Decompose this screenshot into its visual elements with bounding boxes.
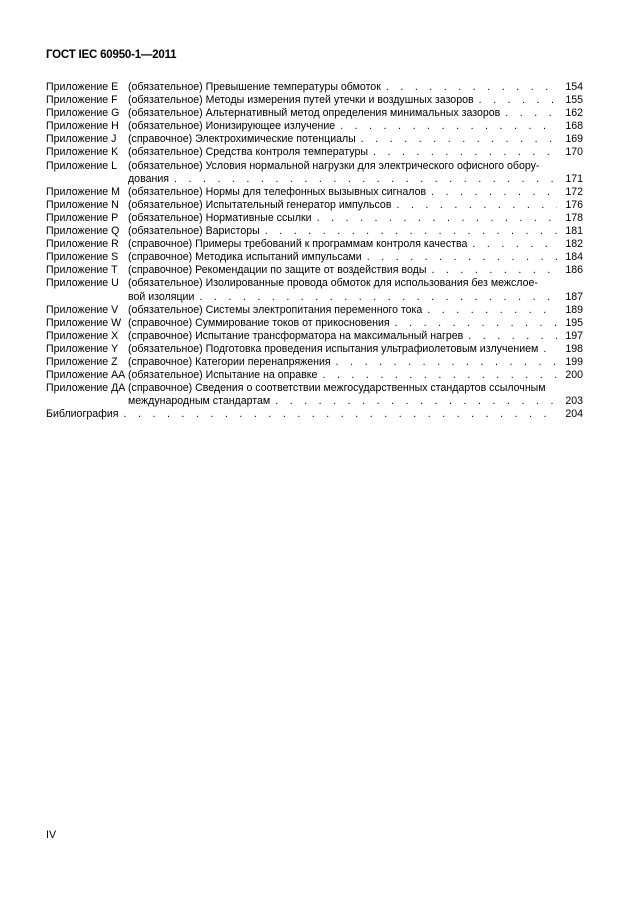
toc-entry-title: (обязательное) Условия нормальной нагрузки для электрического офисного обору- xyxy=(128,159,540,172)
toc-entry-title: вой изоляции xyxy=(128,290,195,303)
toc-entry-label: Приложение Q xyxy=(46,225,120,238)
toc-entry-line xyxy=(128,317,583,330)
page-number: IV xyxy=(46,829,57,841)
toc-entry-label: Приложение L xyxy=(46,159,117,172)
dot-leader xyxy=(479,94,557,107)
toc-entry-line xyxy=(128,212,583,225)
toc-page-number: 178 xyxy=(565,211,583,224)
toc-entry[interactable] xyxy=(46,264,583,277)
dot-leader xyxy=(431,186,557,199)
dot-leader xyxy=(395,317,557,330)
toc-entry-line xyxy=(128,238,583,251)
toc-entry-label: Приложение E xyxy=(46,81,119,93)
toc-entry-line xyxy=(128,356,583,369)
toc-entry-line xyxy=(128,186,583,199)
dot-leader xyxy=(322,369,557,382)
toc-entry-label: Приложение ДА xyxy=(46,382,126,395)
toc-page-number: 184 xyxy=(565,251,583,264)
toc-entry-body xyxy=(128,304,583,317)
toc-entry-title: (справочное) Сведения о соответствии межгосударственных стандартов ссылочным xyxy=(128,382,546,395)
toc-entry-line xyxy=(128,199,583,212)
toc-page-number: 181 xyxy=(565,225,583,238)
toc-entry-title: (обязательное) Подготовка проведения испытания ультрафиолетовым излучением xyxy=(128,342,539,355)
toc-entry[interactable] xyxy=(46,212,583,225)
dot-leader xyxy=(468,330,557,343)
toc-entry-line xyxy=(128,251,583,264)
toc-page-number: 198 xyxy=(565,342,583,355)
toc-entry-body xyxy=(128,317,583,330)
toc-entry-title: (справочное) Категории перенапряжения xyxy=(128,355,331,368)
toc-entry[interactable] xyxy=(46,225,583,238)
toc-page-number: 171 xyxy=(565,172,583,185)
toc-page-number: 155 xyxy=(565,94,583,107)
toc-entry-line xyxy=(128,369,583,382)
toc-entry-label: Приложение W xyxy=(46,316,122,329)
toc-entry-line xyxy=(128,160,583,173)
toc-entry-body xyxy=(128,133,583,146)
toc-page-number: 170 xyxy=(565,146,583,159)
toc-entry-body xyxy=(128,356,583,369)
toc-entry-body xyxy=(128,225,583,238)
toc-entry-title: (обязательное) Альтернативный метод определения минимальных зазоров xyxy=(128,107,501,120)
toc-entry[interactable] xyxy=(46,238,583,251)
toc-entry-title: (обязательное) Методы измерения путей утечки и воздушных зазоров xyxy=(128,94,474,107)
toc-entry-label: Приложение G xyxy=(46,107,120,120)
toc-entry-body xyxy=(128,330,583,343)
dot-leader xyxy=(340,120,557,133)
toc-entry[interactable] xyxy=(46,369,583,382)
toc-entry-label: Приложение S xyxy=(46,251,119,264)
toc-entry-body xyxy=(128,94,583,107)
toc-entry-line xyxy=(128,395,583,408)
toc-entry-title: (обязательное) Испытание на оправке xyxy=(128,369,318,382)
toc-page-number: 176 xyxy=(565,198,583,211)
toc-entry[interactable] xyxy=(46,356,583,369)
toc-entry-body xyxy=(128,107,583,120)
dot-leader xyxy=(336,356,557,369)
toc-page-number: 203 xyxy=(565,395,583,408)
dot-leader xyxy=(386,81,557,94)
toc-entry-body xyxy=(128,238,583,251)
toc-entry[interactable] xyxy=(46,304,583,317)
toc-entry-line xyxy=(128,291,583,304)
toc-entry-label: Приложение Z xyxy=(46,355,118,368)
toc-entry-line xyxy=(46,408,583,421)
toc-entry-line xyxy=(128,277,583,290)
toc-entry-line xyxy=(128,304,583,317)
dot-leader xyxy=(275,395,557,408)
toc-page-number: 204 xyxy=(565,408,583,421)
toc-page-number: 189 xyxy=(565,303,583,316)
toc-entry-label: Приложение R xyxy=(46,238,119,251)
toc-page-number: 199 xyxy=(565,355,583,368)
toc-entry[interactable] xyxy=(46,160,583,186)
dot-leader xyxy=(123,408,557,421)
dot-leader xyxy=(427,304,557,317)
toc-entry[interactable] xyxy=(46,94,583,107)
toc-entry[interactable] xyxy=(46,343,583,356)
toc-entry-title: (справочное) Рекомендации по защите от воздействия воды xyxy=(128,264,427,277)
toc-entry-title: (обязательное) Ионизирующее излучение xyxy=(128,120,336,133)
toc-entry-label: Приложение АА xyxy=(46,369,126,382)
toc-entry-label: Приложение V xyxy=(46,303,119,316)
toc-entry[interactable] xyxy=(46,277,583,303)
toc-entry-label: Приложение J xyxy=(46,133,117,146)
toc-entry-title: (справочное) Испытание трансформатора на максимальный нагрев xyxy=(128,329,464,342)
toc-entry-body xyxy=(128,199,583,212)
toc-entry-label: Приложение K xyxy=(46,146,119,159)
toc-entry[interactable] xyxy=(46,146,583,159)
toc-entry-label: Приложение H xyxy=(46,120,119,133)
dot-leader xyxy=(174,173,557,186)
toc-entry-line xyxy=(128,173,583,186)
dot-leader xyxy=(373,146,557,159)
toc-entry-body xyxy=(128,369,583,382)
toc-entry-body xyxy=(128,186,583,199)
toc-entry[interactable] xyxy=(46,199,583,212)
toc-entry-body xyxy=(128,81,583,94)
toc-entry-line xyxy=(128,343,583,356)
toc-entry-title: (обязательное) Нормы для телефонных вызывных сигналов xyxy=(128,185,427,198)
toc-page-number: 168 xyxy=(565,120,583,133)
toc-entry[interactable] xyxy=(46,81,583,94)
toc-entry-body xyxy=(128,343,583,356)
toc-entry-body xyxy=(128,251,583,264)
toc-entry-line xyxy=(128,81,583,94)
toc-entry-label: Приложение T xyxy=(46,264,118,277)
toc-entry-line xyxy=(128,146,583,159)
toc-entry-title: (обязательное) Системы электропитания переменного тока xyxy=(128,303,423,316)
toc-entry-title: (обязательное) Превышение температуры обмоток xyxy=(128,81,381,93)
table-of-contents xyxy=(46,81,583,421)
toc-entry-title: (справочное) Методика испытаний импульсами xyxy=(128,251,362,264)
toc-entry[interactable] xyxy=(46,186,583,199)
toc-entry-line xyxy=(128,107,583,120)
toc-page-number: 187 xyxy=(565,290,583,303)
dot-leader xyxy=(199,291,557,304)
toc-page-number: 200 xyxy=(565,369,583,382)
toc-entry-title: (обязательное) Изолированные провода обмоток для использования без межслое- xyxy=(128,277,538,290)
toc-entry-title: Библиография xyxy=(46,408,119,421)
toc-entry-title: (справочное) Примеры требований к программам контроля качества xyxy=(128,238,468,251)
toc-entry-title: (справочное) Суммирование токов от прикосновения xyxy=(128,316,390,329)
toc-entry-line xyxy=(128,330,583,343)
toc-entry-body xyxy=(128,264,583,277)
toc-page-number: 162 xyxy=(565,107,583,120)
toc-entry[interactable] xyxy=(46,382,583,408)
toc-entry-title: (справочное) Электрохимические потенциалы xyxy=(128,133,356,146)
toc-entry-label: Приложение X xyxy=(46,329,119,342)
toc-entry-body xyxy=(128,382,583,408)
toc-entry[interactable] xyxy=(46,133,583,146)
toc-entry[interactable] xyxy=(46,120,583,133)
dot-leader xyxy=(396,199,557,212)
toc-entry[interactable] xyxy=(46,107,583,120)
toc-entry-body xyxy=(128,120,583,133)
toc-entry-line xyxy=(128,133,583,146)
dot-leader xyxy=(265,225,557,238)
dot-leader xyxy=(367,251,557,264)
toc-entry-line xyxy=(128,264,583,277)
toc-page-number: 195 xyxy=(565,316,583,329)
dot-leader xyxy=(317,212,557,225)
toc-entry-bibliography[interactable] xyxy=(46,408,583,421)
toc-entry-line xyxy=(128,382,583,395)
toc-entry[interactable] xyxy=(46,251,583,264)
toc-entry-label: Приложение Y xyxy=(46,342,119,355)
toc-page-number: 169 xyxy=(565,133,583,146)
toc-entry-label: Приложение M xyxy=(46,185,120,198)
toc-page-number: 197 xyxy=(565,329,583,342)
toc-entry-body xyxy=(128,277,583,303)
toc-entry-title: международным стандартам xyxy=(128,395,271,408)
dot-leader xyxy=(472,238,557,251)
toc-entry-line xyxy=(128,94,583,107)
toc-page-number: 172 xyxy=(565,185,583,198)
toc-entry-title: (обязательное) Варисторы xyxy=(128,225,260,238)
toc-entry-line xyxy=(128,120,583,133)
toc-entry-title: дования xyxy=(128,172,169,185)
toc-page-number: 154 xyxy=(565,81,583,93)
toc-entry-label: Приложение U xyxy=(46,277,119,290)
dot-leader xyxy=(543,343,557,356)
toc-entry-body xyxy=(128,146,583,159)
toc-entry-label: Приложение P xyxy=(46,211,119,224)
dot-leader xyxy=(361,133,557,146)
toc-entry-label: Приложение F xyxy=(46,94,118,107)
toc-entry[interactable] xyxy=(46,330,583,343)
toc-entry-title: (обязательное) Испытательный генератор импульсов xyxy=(128,198,392,211)
toc-entry-title: (обязательное) Нормативные ссылки xyxy=(128,211,312,224)
toc-page-number: 186 xyxy=(565,264,583,277)
toc-entry-title: (обязательное) Средства контроля температуры xyxy=(128,146,368,159)
document-header: ГОСТ IEC 60950-1—2011 xyxy=(46,49,177,61)
toc-entry[interactable] xyxy=(46,317,583,330)
toc-entry-label: Приложение N xyxy=(46,198,119,211)
dot-leader xyxy=(431,264,557,277)
toc-entry-body xyxy=(128,160,583,186)
toc-entry-body xyxy=(128,212,583,225)
dot-leader xyxy=(505,107,557,120)
toc-page-number: 182 xyxy=(565,238,583,251)
toc-entry-line xyxy=(128,225,583,238)
